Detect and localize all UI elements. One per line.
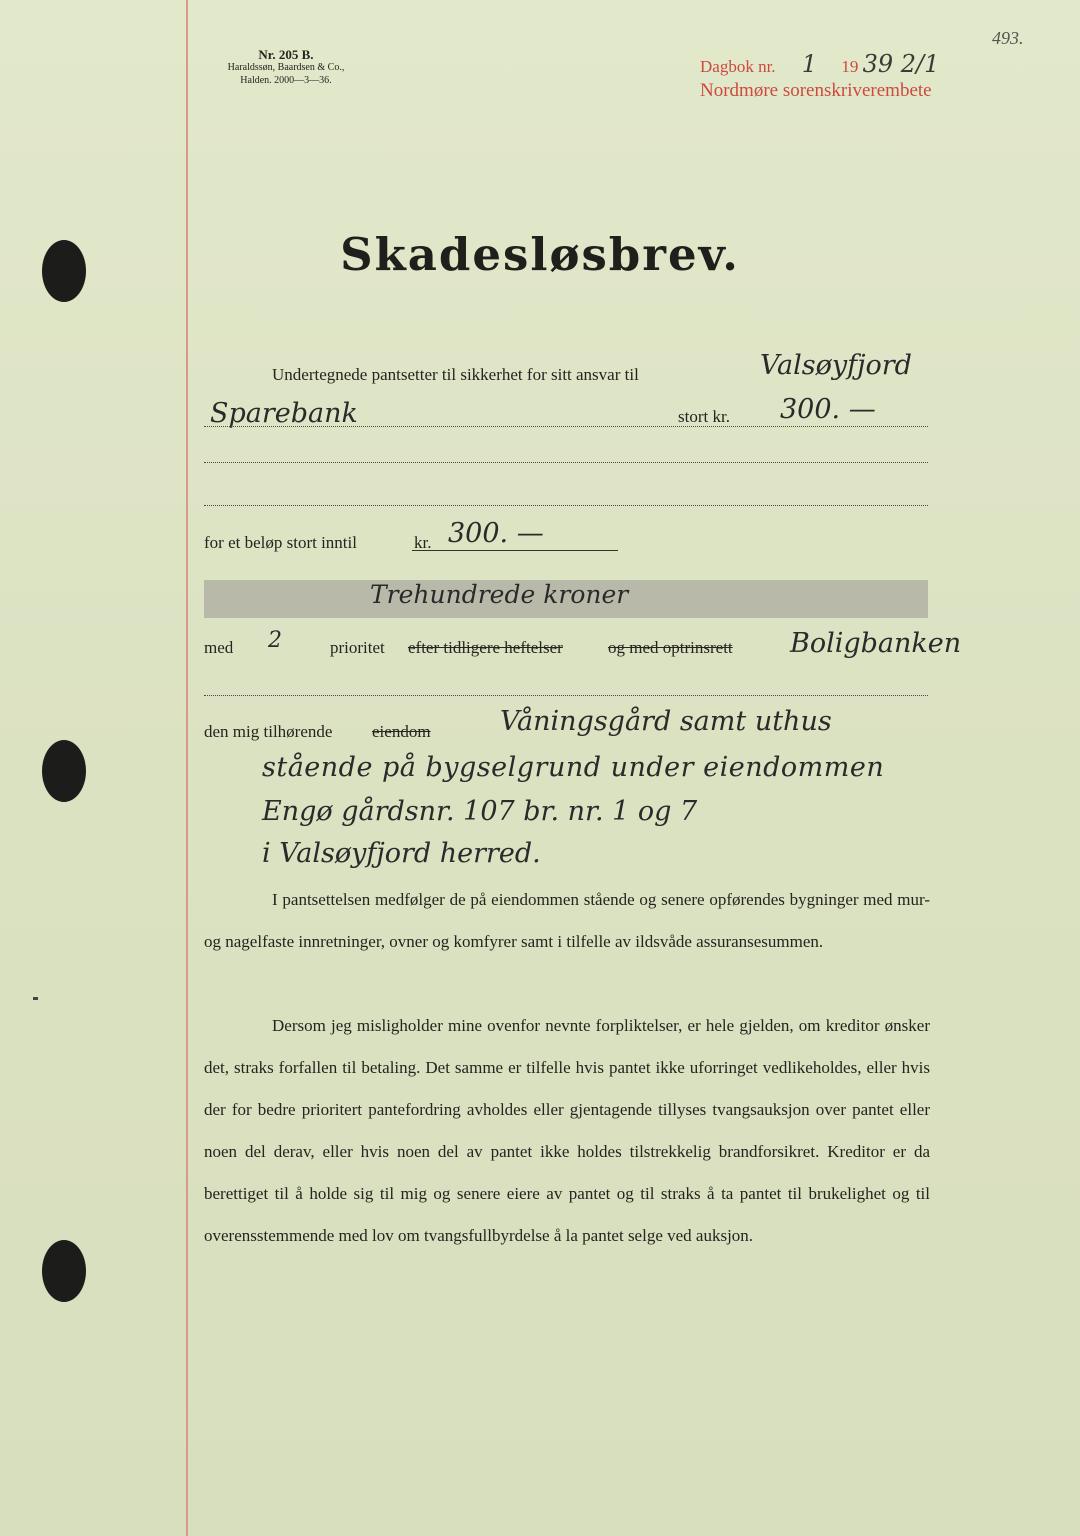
printer-place: Halden. 2000—3—36. bbox=[240, 75, 332, 86]
clause-inclusions bbox=[204, 879, 930, 963]
property-struck: eiendom bbox=[372, 722, 431, 741]
struck-heftelser: efter tidligere heftelser bbox=[408, 638, 563, 657]
dagbok-number: 1 bbox=[801, 50, 818, 78]
year-and-date: 39 2/1 bbox=[862, 50, 940, 78]
clause-text: Dersom jeg misligholder mine ovenfor nevnte forpliktelser, er hele gjelden, om kreditor ønsker det, straks forfallen til betaling. Det samme er tilfelle hvis pantet ikke uforringet vedlikeholdes, eller hvis der for bedre prioritert pantefordring avholdes eller gjentagende tillyses tvangsauksjon over pantet eller noen del derav, eller hvis noen del av pantet ikke holdes tilstrekkelig brandforsikret. Kreditor er da berettiget til å holde sig til mig og senere eiere av pantet og til straks å ta pantet til brukelighet og til overensstemmende med lov om tvangsfullbyrdelse å la pantet selge ved auksjon. bbox=[204, 1016, 930, 1245]
property-label: den mig tilhørende bbox=[204, 722, 333, 741]
creditor-name-line2: Sparebank bbox=[210, 398, 358, 429]
belop-kr-label: kr. bbox=[414, 533, 432, 552]
binder-hole bbox=[42, 1240, 86, 1302]
blank-rule bbox=[204, 462, 928, 463]
document-title: Skadesløsbrev. bbox=[340, 228, 740, 281]
stort-kr-amount: 300. — bbox=[780, 394, 876, 425]
prior-holder: Boligbanken bbox=[790, 628, 962, 659]
property-line-1: Våningsgård samt uthus bbox=[500, 706, 832, 737]
clause-text: I pantsettelsen medfølger de på eiendommen stående og senere opførendes bygninger med mur- og nagelfaste innretninger, ovner og komfyrer samt i tilfelle av ildsvåde assuransesummen. bbox=[204, 890, 930, 951]
struck-optrinsrett: og med optrinsrett bbox=[608, 638, 733, 657]
printer-name: Haraldssøn, Baardsen & Co., bbox=[227, 62, 345, 73]
registry-stamp bbox=[700, 50, 939, 104]
amount-rule bbox=[412, 550, 618, 551]
office-name: Nordmøre sorenskriverembete bbox=[700, 80, 932, 101]
property-line-3: Engø gårdsnr. 107 br. nr. 1 og 7 bbox=[262, 796, 698, 827]
dagbok-label: Dagbok nr. bbox=[700, 57, 776, 76]
priority-rule bbox=[204, 695, 928, 696]
binder-hole bbox=[42, 740, 86, 802]
page-number: 493. bbox=[992, 28, 1024, 48]
creditor-rule bbox=[204, 426, 928, 427]
intro-text: Undertegnede pantsetter til sikkerhet for sitt ansvar til bbox=[272, 365, 639, 384]
form-number: Nr. 205 B. bbox=[258, 47, 314, 62]
belop-amount: 300. — bbox=[448, 518, 544, 549]
printer-imprint bbox=[196, 48, 376, 87]
year-prefix: 19 bbox=[841, 57, 859, 76]
blank-rule bbox=[204, 505, 928, 506]
ink-speck bbox=[33, 997, 38, 1000]
clause-default bbox=[204, 1005, 930, 1257]
property-line-2: stående på bygselgrund under eiendommen bbox=[262, 752, 885, 783]
amount-in-words: Trehundrede kroner bbox=[370, 580, 629, 609]
prioritet-label: prioritet bbox=[330, 638, 385, 657]
stort-kr-label: stort kr. bbox=[678, 407, 730, 426]
priority-value: 2 bbox=[268, 628, 282, 653]
creditor-name-line1: Valsøyfjord bbox=[760, 350, 912, 381]
property-line-4: i Valsøyfjord herred. bbox=[262, 838, 541, 869]
med-label: med bbox=[204, 638, 234, 657]
belop-label: for et beløp stort inntil bbox=[204, 533, 357, 552]
